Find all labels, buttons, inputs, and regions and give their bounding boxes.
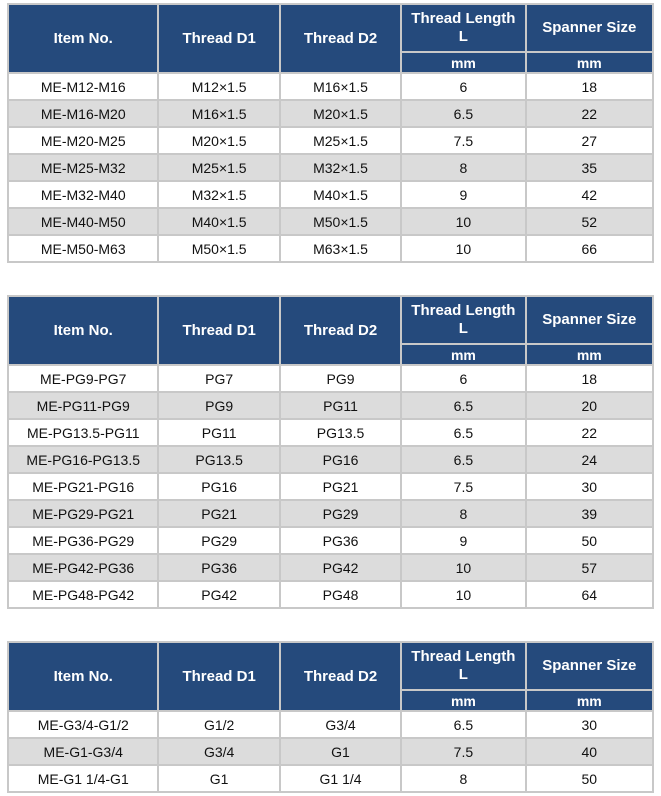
cell-item-no: ME-M16-M20 [9, 101, 157, 126]
cell-item-no: ME-PG9-PG7 [9, 366, 157, 391]
cell-thread-length: 6.5 [402, 447, 524, 472]
header-spanner-size: Spanner Size [527, 643, 652, 689]
cell-thread-d2: PG21 [281, 474, 400, 499]
cell-thread-d1: PG42 [159, 582, 278, 607]
header-length-unit: mm [402, 345, 524, 364]
cell-spanner-size: 30 [527, 474, 652, 499]
cell-spanner-size: 66 [527, 236, 652, 261]
pg-thread-table [7, 295, 654, 609]
cell-thread-d2: PG13.5 [281, 420, 400, 445]
cell-thread-d2: M25×1.5 [281, 128, 400, 153]
cell-thread-d1: M25×1.5 [159, 155, 278, 180]
header-item-no: Item No. [9, 643, 157, 710]
cell-thread-d2: PG36 [281, 528, 400, 553]
header-spanner-size: Spanner Size [527, 297, 652, 343]
cell-thread-d1: M40×1.5 [159, 209, 278, 234]
table-row [9, 474, 652, 499]
cell-item-no: ME-M32-M40 [9, 182, 157, 207]
cell-spanner-size: 18 [527, 74, 652, 99]
header-thread-d2: Thread D2 [281, 643, 400, 710]
header-spanner-unit: mm [527, 345, 652, 364]
cell-item-no: ME-PG36-PG29 [9, 528, 157, 553]
cell-thread-length: 10 [402, 236, 524, 261]
cell-thread-d1: M20×1.5 [159, 128, 278, 153]
cell-thread-d1: G3/4 [159, 739, 278, 764]
cell-thread-length: 7.5 [402, 474, 524, 499]
cell-thread-d1: G1/2 [159, 712, 278, 737]
table-row [9, 528, 652, 553]
cell-item-no: ME-PG13.5-PG11 [9, 420, 157, 445]
cell-thread-d1: PG36 [159, 555, 278, 580]
cell-thread-d1: G1 [159, 766, 278, 791]
table-row [9, 555, 652, 580]
cell-spanner-size: 18 [527, 366, 652, 391]
cell-thread-d1: PG9 [159, 393, 278, 418]
header-thread-length-symbol: L [458, 320, 468, 337]
cell-thread-length: 10 [402, 582, 524, 607]
cell-thread-d2: PG11 [281, 393, 400, 418]
cell-item-no: ME-PG48-PG42 [9, 582, 157, 607]
table-row [9, 182, 652, 207]
cell-thread-d2: M20×1.5 [281, 101, 400, 126]
cell-thread-d2: PG9 [281, 366, 400, 391]
header-spanner-unit: mm [527, 53, 652, 72]
table-row [9, 712, 652, 737]
cell-item-no: ME-M50-M63 [9, 236, 157, 261]
cell-spanner-size: 24 [527, 447, 652, 472]
table-row [9, 128, 652, 153]
cell-item-no: ME-M12-M16 [9, 74, 157, 99]
cell-item-no: ME-PG21-PG16 [9, 474, 157, 499]
cell-thread-d1: PG7 [159, 366, 278, 391]
cell-thread-length: 9 [402, 528, 524, 553]
header-thread-d2: Thread D2 [281, 297, 400, 364]
cell-spanner-size: 52 [527, 209, 652, 234]
cell-item-no: ME-G1 1/4-G1 [9, 766, 157, 791]
cell-item-no: ME-M25-M32 [9, 155, 157, 180]
metric-thread-table [7, 3, 654, 263]
cell-thread-d1: PG21 [159, 501, 278, 526]
cell-spanner-size: 22 [527, 420, 652, 445]
cell-spanner-size: 40 [527, 739, 652, 764]
cell-item-no: ME-PG42-PG36 [9, 555, 157, 580]
cell-thread-length: 10 [402, 555, 524, 580]
cell-thread-length: 6.5 [402, 712, 524, 737]
cell-thread-d2: M40×1.5 [281, 182, 400, 207]
cell-spanner-size: 20 [527, 393, 652, 418]
header-thread-length-label: Thread Length [411, 648, 516, 665]
cell-thread-d1: M32×1.5 [159, 182, 278, 207]
table-row [9, 447, 652, 472]
table-row [9, 739, 652, 764]
cell-item-no: ME-G3/4-G1/2 [9, 712, 157, 737]
header-thread-length-label: Thread Length [411, 10, 516, 27]
cell-thread-length: 10 [402, 209, 524, 234]
cell-thread-length: 9 [402, 182, 524, 207]
cell-thread-d2: PG48 [281, 582, 400, 607]
header-thread-d1: Thread D1 [159, 5, 278, 72]
table-row [9, 209, 652, 234]
cell-thread-d1: PG29 [159, 528, 278, 553]
cell-thread-d1: PG11 [159, 420, 278, 445]
cell-spanner-size: 39 [527, 501, 652, 526]
table-row [9, 101, 652, 126]
cell-thread-length: 6 [402, 366, 524, 391]
cell-thread-d1: M50×1.5 [159, 236, 278, 261]
cell-thread-d2: M16×1.5 [281, 74, 400, 99]
table-row [9, 393, 652, 418]
cell-thread-d1: M12×1.5 [159, 74, 278, 99]
cell-item-no: ME-M20-M25 [9, 128, 157, 153]
header-item-no: Item No. [9, 5, 157, 72]
cell-thread-d1: PG13.5 [159, 447, 278, 472]
header-thread-d2: Thread D2 [281, 5, 400, 72]
cell-thread-length: 8 [402, 766, 524, 791]
cell-thread-d2: G1 [281, 739, 400, 764]
cell-thread-d1: PG16 [159, 474, 278, 499]
cell-item-no: ME-G1-G3/4 [9, 739, 157, 764]
cell-spanner-size: 30 [527, 712, 652, 737]
header-length-unit: mm [402, 53, 524, 72]
cell-thread-d2: PG29 [281, 501, 400, 526]
header-spanner-unit: mm [527, 691, 652, 710]
cell-thread-length: 6.5 [402, 393, 524, 418]
table-row [9, 236, 652, 261]
cell-thread-d1: M16×1.5 [159, 101, 278, 126]
cell-thread-length: 7.5 [402, 128, 524, 153]
header-thread-length-symbol: L [458, 666, 468, 683]
header-spanner-size: Spanner Size [527, 5, 652, 51]
header-item-no: Item No. [9, 297, 157, 364]
cell-thread-d2: M32×1.5 [281, 155, 400, 180]
header-thread-length [402, 297, 524, 343]
gas-thread-table [7, 641, 654, 793]
cell-thread-length: 6.5 [402, 101, 524, 126]
header-thread-d1: Thread D1 [159, 297, 278, 364]
cell-spanner-size: 57 [527, 555, 652, 580]
cell-thread-d2: G3/4 [281, 712, 400, 737]
cell-spanner-size: 22 [527, 101, 652, 126]
header-thread-length-label: Thread Length [411, 302, 516, 319]
cell-item-no: ME-PG29-PG21 [9, 501, 157, 526]
cell-spanner-size: 64 [527, 582, 652, 607]
cell-spanner-size: 50 [527, 766, 652, 791]
cell-thread-length: 6.5 [402, 420, 524, 445]
cell-thread-length: 6 [402, 74, 524, 99]
cell-spanner-size: 50 [527, 528, 652, 553]
cell-thread-d2: M63×1.5 [281, 236, 400, 261]
cell-item-no: ME-PG11-PG9 [9, 393, 157, 418]
cell-spanner-size: 27 [527, 128, 652, 153]
cell-thread-d2: PG42 [281, 555, 400, 580]
cell-thread-length: 8 [402, 155, 524, 180]
header-thread-length [402, 643, 524, 689]
cell-thread-d2: PG16 [281, 447, 400, 472]
table-row [9, 155, 652, 180]
cell-item-no: ME-PG16-PG13.5 [9, 447, 157, 472]
header-thread-length [402, 5, 524, 51]
cell-thread-length: 7.5 [402, 739, 524, 764]
table-row [9, 420, 652, 445]
cell-spanner-size: 35 [527, 155, 652, 180]
header-length-unit: mm [402, 691, 524, 710]
table-row [9, 766, 652, 791]
cell-item-no: ME-M40-M50 [9, 209, 157, 234]
cell-spanner-size: 42 [527, 182, 652, 207]
cell-thread-d2: G1 1/4 [281, 766, 400, 791]
header-thread-length-symbol: L [458, 28, 468, 45]
cell-thread-d2: M50×1.5 [281, 209, 400, 234]
header-thread-d1: Thread D1 [159, 643, 278, 710]
table-row [9, 501, 652, 526]
cell-thread-length: 8 [402, 501, 524, 526]
table-row [9, 366, 652, 391]
table-row [9, 582, 652, 607]
table-row [9, 74, 652, 99]
